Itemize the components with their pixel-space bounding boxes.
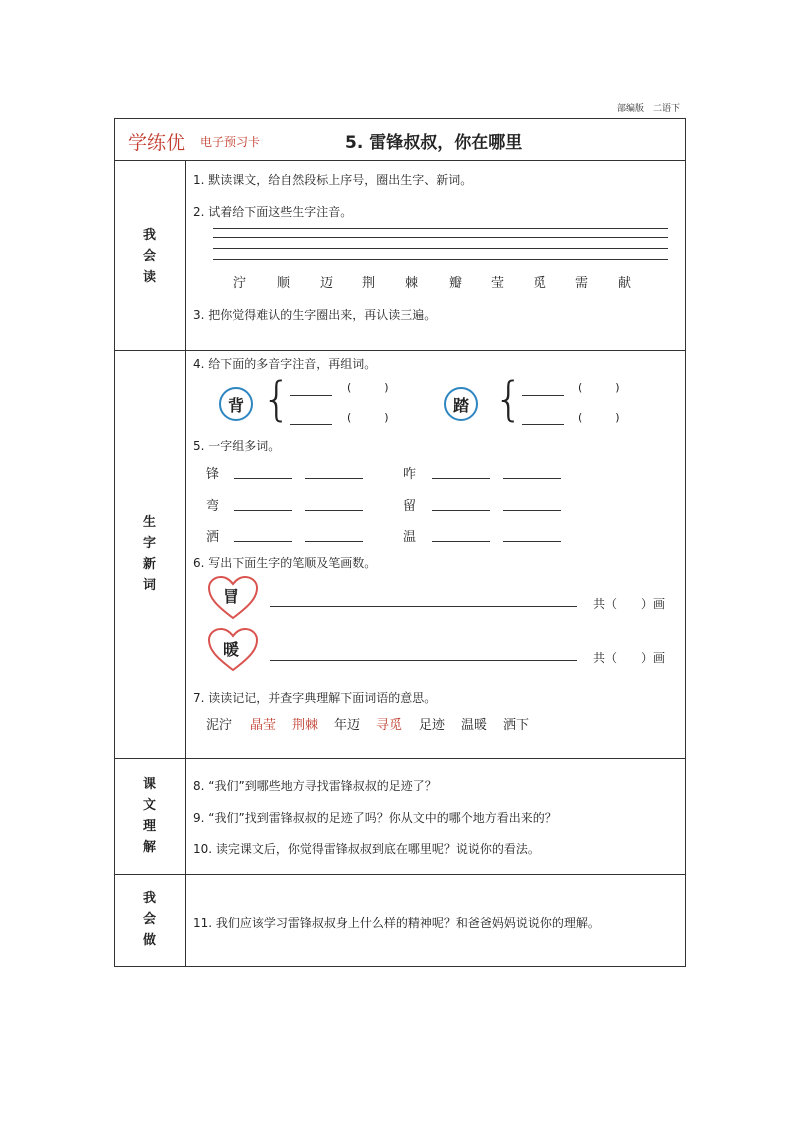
word-char: 锋 [206,467,220,482]
stroke-char: 冒 [223,587,240,606]
question-8: 8. “我们”到哪些地方寻找雷锋叔叔的足迹了？ [193,779,437,793]
polyphone-circle: 背 [219,387,253,421]
answer-line [432,478,490,479]
paren-blank: ( ) [347,411,389,424]
answer-line [522,395,564,396]
pinyin-char: 荆 [362,276,376,291]
page-title: 5. 雷锋叔叔，你在哪里 [345,133,523,153]
word-char: 留 [403,499,417,514]
stroke-count: 共（ ）画 [593,651,666,665]
brace: { [494,372,524,426]
word-char: 温 [403,530,417,545]
vocab-word: 足迹 [419,718,446,733]
question-10: 10. 读完课文后，你觉得雷锋叔叔到底在哪里呢？说说你的看法。 [193,842,540,856]
vocab-word: 荆棘 [292,718,319,733]
answer-line [234,541,292,542]
section-label-read: 我 会 读 [142,228,156,285]
question-5: 5. 一字组多词。 [193,439,281,453]
pinyin-char: 泞 [233,276,247,291]
pinyin-line [213,237,668,238]
word-char: 洒 [206,530,220,545]
divider [114,350,686,351]
vocab-word: 寻觅 [376,718,403,733]
word-char: 咋 [403,467,417,482]
subtitle: 电子预习卡 [200,135,261,149]
divider [114,874,686,875]
stroke-count: 共（ ）画 [593,597,666,611]
word-char: 弯 [206,499,220,514]
edition-label: 部编版 二语下 [616,104,680,114]
brand: 学练优 [128,132,186,154]
pinyin-char: 觅 [533,276,547,291]
section-label-do: 我 会 做 [142,891,156,948]
answer-line [503,510,561,511]
answer-line [503,541,561,542]
pinyin-line [213,248,668,249]
question-9: 9. “我们”找到雷锋叔叔的足迹了吗？你从文中的哪个地方看出来的？ [193,811,557,825]
paren-blank: ( ) [578,411,620,424]
question-1: 1. 默读课文，给自然段标上序号，圈出生字、新词。 [193,173,473,187]
vocab-word: 晶莹 [250,718,277,733]
pinyin-line [213,228,668,229]
stroke-char: 暖 [223,640,240,659]
vocab-word: 泥泞 [206,718,233,733]
brace: { [262,372,292,426]
answer-line [290,395,332,396]
question-4: 4. 给下面的多音字注音，再组词。 [193,357,377,371]
answer-line [305,510,363,511]
pinyin-char: 瓣 [449,276,463,291]
question-11: 11. 我们应该学习雷锋叔叔身上什么样的精神呢？和爸爸妈妈说说你的理解。 [193,916,600,930]
divider [114,160,686,161]
paren-blank: ( ) [347,381,389,394]
answer-line [432,541,490,542]
pinyin-char: 莹 [491,276,505,291]
pinyin-char: 献 [618,276,632,291]
answer-line [305,541,363,542]
question-7: 7. 读读记记，并查字典理解下面词语的意思。 [193,691,437,705]
pinyin-line [213,259,668,260]
section-label-understand: 课 文 理 解 [142,777,156,855]
pinyin-char: 棘 [405,276,419,291]
answer-line [234,510,292,511]
question-3: 3. 把你觉得难认的生字圈出来，再认读三遍。 [193,308,437,322]
vocab-word: 洒下 [503,718,530,733]
paren-blank: ( ) [578,381,620,394]
question-2: 2. 试着给下面这些生字注音。 [193,205,353,219]
answer-line [432,510,490,511]
polyphone-circle: 踏 [444,387,478,421]
answer-line [522,424,564,425]
pinyin-char: 需 [575,276,589,291]
answer-line [305,478,363,479]
section-label-words: 生 字 新 词 [142,515,156,593]
answer-line [234,478,292,479]
vocab-word: 年迈 [334,718,361,733]
column-divider [185,160,186,967]
stroke-line [270,660,577,661]
divider [114,758,686,759]
vocab-word: 温暖 [461,718,488,733]
answer-line [290,424,332,425]
stroke-line [270,606,577,607]
answer-line [503,478,561,479]
pinyin-char: 迈 [320,276,334,291]
question-6: 6. 写出下面生字的笔顺及笔画数。 [193,556,377,570]
pinyin-char: 顺 [277,276,291,291]
